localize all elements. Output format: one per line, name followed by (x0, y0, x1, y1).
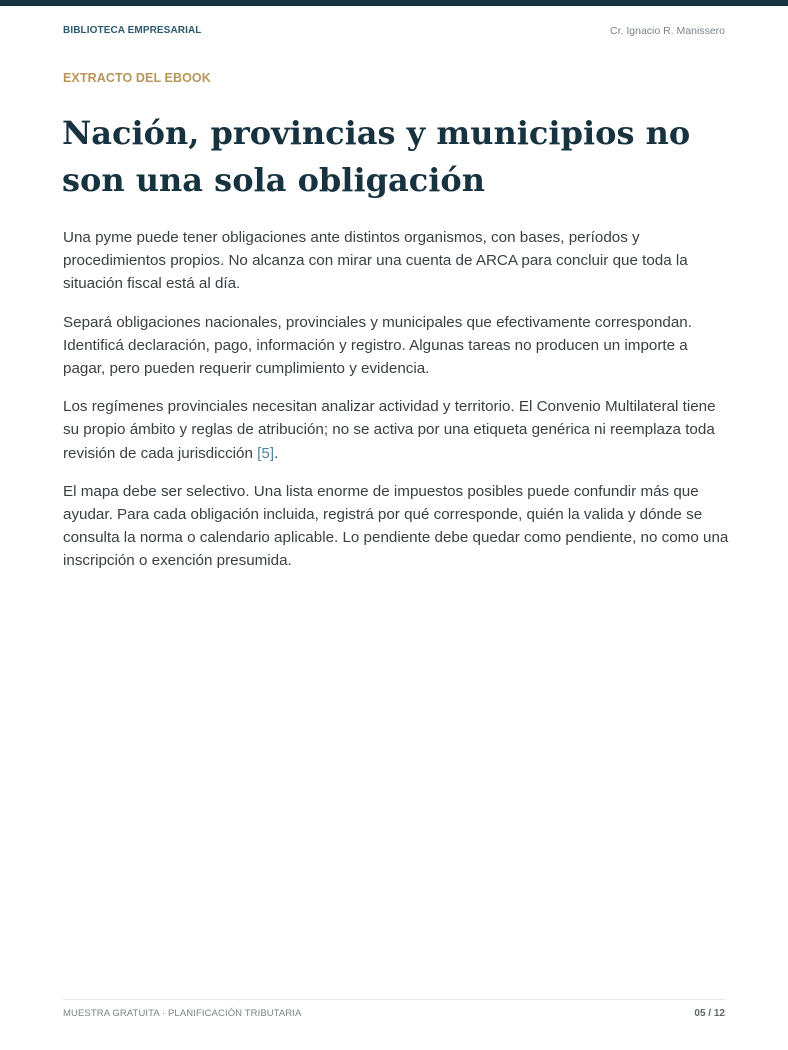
footer-label: MUESTRA GRATUITA · PLANIFICACIÓN TRIBUTARIA (63, 1008, 302, 1019)
paragraph-3 (63, 395, 733, 465)
section-label: EXTRACTO DEL EBOOK (63, 71, 211, 85)
page-number: 05 / 12 (694, 1008, 725, 1019)
footer-divider (63, 999, 725, 1000)
citation-link[interactable]: [5] (257, 444, 275, 462)
top-accent-bar (0, 0, 788, 6)
paragraph-1: Una pyme puede tener obligaciones ante distintos organismos, con bases, períodos y procedimientos propios. No alcanza con mirar una cuenta de ARCA para concluir que toda la situación fiscal está al día. (63, 229, 688, 293)
article-body (63, 226, 733, 588)
paragraph-3-end: . (274, 444, 279, 462)
paragraph-3-text: Los regímenes provinciales necesitan analizar actividad y territorio. El Convenio Multilateral tiene su propio ámbito y reglas de atribución; no se activa por una etiqueta genérica ni reemplaza toda revisión de cada jurisdicción (63, 398, 716, 462)
paragraph-4: El mapa debe ser selectivo. Una lista enorme de impuestos posibles puede confundir más que ayudar. Para cada obligación incluida, registrá por qué corresponde, quién la valida y dónde se consulta la norma o calendario aplicable. Lo pendiente debe quedar como pendiente, no como una inscripción o exención presumida. (63, 482, 729, 570)
paragraph-2: Separá obligaciones nacionales, provinciales y municipales que efectivamente correspondan. Identificá declaración, pago, información y registro. Algunas tareas no producen un importe a pagar, pero pueden requerir cumplimiento y evidencia. (63, 313, 692, 378)
header-brand: BIBLIOTECA EMPRESARIAL (63, 25, 202, 36)
page-title: Nación, provincias y municipios no son una sola obligación (62, 114, 691, 199)
header-author: Cr. Ignacio R. Manissero (610, 25, 725, 37)
